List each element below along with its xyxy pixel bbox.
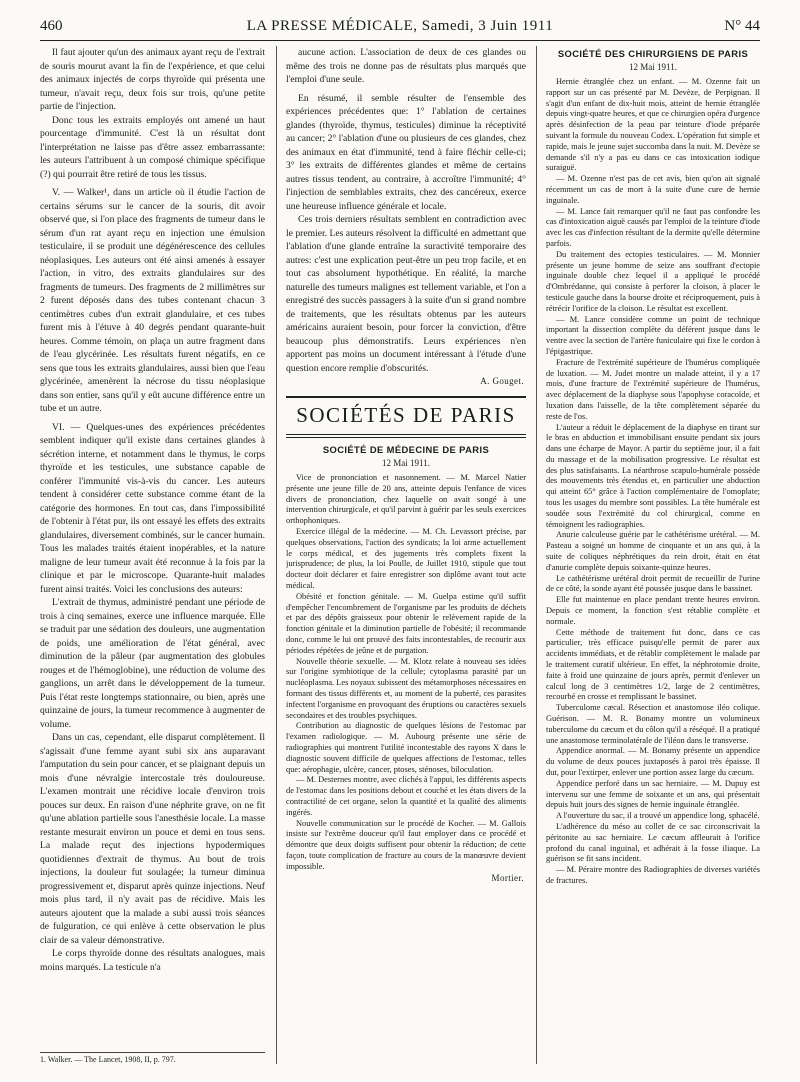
- society-heading: SOCIÉTÉ DES CHIRURGIENS DE PARIS: [557, 48, 749, 59]
- column-left: [40, 46, 265, 1070]
- report-item: — M. Ozenne n'est pas de cet avis, bien qu'on ait signalé récemment un cas de mort à la suite d'une cure de hernie inguinale.: [546, 174, 760, 205]
- signature: Mortier.: [491, 873, 524, 884]
- report-item: — M. Péraire montre des Radiographies de diverses variétés de fractures.: [546, 865, 760, 885]
- footnote: 1. Walker. — The Lancet, 1908, II, p. 797.: [40, 1052, 265, 1064]
- report-item: Fracture de l'extrémité supérieure de l'humérus compliquée de luxation. — M. Judet montre un malade atteint, il y a 17 mois, d'une fracture de l'extrémité supérieure de l'humérus, avec déplacement de la diaphyse sous l'apophyse coracoïde, et luxation dans l'aisselle, de la tête complètement séparée du reste de l'os.: [546, 357, 760, 421]
- issue-number: N° 44: [724, 18, 760, 34]
- report-item: Appendice perforé dans un sac herniaire. — M. Dupuy est intervenu sur une femme de soixante et un ans, qui présentait depuis huit jours des signes de hernie inguinale étranglée.: [546, 778, 760, 810]
- paragraph: Il faut ajouter qu'un des animaux ayant reçu de l'extrait de souris mourut avant la fin de l'expérience, et que celui des animaux injectés de corps thyroïde qui présenta une tumeur, n'avait reçu, deux fois sur trois, qu'une petite partie de l'injection.: [40, 47, 265, 112]
- paragraph: Le corps thyroïde donne des résultats analogues, mais moins marqués. La testicule n'a: [40, 948, 265, 973]
- report-item: Hernie étranglée chez un enfant. — M. Ozenne fait un rapport sur un cas présenté par M. Devèze, de Perpignan. Il s'agit d'un enfant de dix-huit mois, atteint de hernie étranglée depuis vingt-quatre heures, et que ce chirurgien opéra d'urgence après désinfection de la peau par teinture d'iode préparée suivant la formule du nouveau Codex. L'opération fut simple et rapide, mais le jeune sujet succomba dans la nuit. M. Devèze se demande s'il n'y a pas eu dans ce cas intoxication iodique suraiguë.: [546, 77, 760, 173]
- paragraph: Dans un cas, cependant, elle disparut complètement. Il s'agissait d'une femme ayant subi six ans auparavant l'amputation du sein pour cancer, et se plaignant depuis un mois d'une névralgie intercostale très douloureuse. L'examen montrait une récidive locale d'environ trois pouces sur deux. En raison d'une néphrite grave, on ne fit qu'une ablation partielle sous l'anesthésie locale. La masse restante mesurait environ un pouce et demi en tous sens. La malade reçut des injections hypodermiques quotidiennes d'extrait de thymus. Au bout de trois injections, la douleur fut soulagée; la tumeur diminua progressivement et, disparut après quinze injections. Neuf mois plus tard, il n'y avait pas de récidive. Mais les auteurs ajoutent que la malade a subi aussi trois séances de fulguration, ce qui enlève à cette observation le plus clair de sa valeur démonstrative.: [40, 732, 265, 946]
- paragraph: L'extrait de thymus, administré pendant une période de trois à cinq semaines, exerce une influence marquée. Elle se traduit par une sédation des douleurs, une augmentation de poids, une amélioration de l'état général, avec diminution de la pâleur (par augmentation des globules rouges et de l'hémoglobine), une réduction de volume des ganglions, un arrêt dans le développement de la tumeur. Puis l'état reste longtemps stationnaire, ou bien, après une quinzaine de jours, la tumeur recommence à augmenter de volume.: [40, 597, 265, 730]
- journal-title: LA PRESSE MÉDICALE, Samedi, 3 Juin 1911: [246, 18, 554, 34]
- section-title: SOCIÉTÉS DE PARIS: [286, 396, 526, 435]
- signature: A. Gouget.: [480, 376, 524, 386]
- paragraph: Ces trois derniers résultats semblent en contradiction avec le premier. Les auteurs résolvent la difficulté en admettant que l'ablation d'une glande entraîne la suractivité temporaire des autres: c'est une explication peut-être un peu trop facile, et en tout cas absolument hypothétique. En réalité, la marche naturelle des tumeurs malignes est tellement variable, et l'on a enregistré des succès passagers à la suite d'un si grand nombre de traitements, que les résultats obtenus par les auteurs américains auraient besoin, pour forcer la conviction, d'être beaucoup plus démonstratifs. Leurs expériences n'en apportent pas moins un document intéressant à l'étude d'une question encore remplie d'obscurités.: [286, 214, 526, 374]
- report-item: L'adhérence du méso au collet de ce sac circonscrivait la péritonite au sac herniaire. Le cæcum affleurait à l'orifice profond du canal inguinal, et adhérait à la fosse iliaque. La guérison se fit sans incident.: [546, 821, 760, 864]
- report-item: Le cathétérisme urétéral droit permit de recueillir de l'urine de ce côté, la sonde ayant été poussée jusque dans le bassinet.: [546, 573, 760, 594]
- page-header: [40, 14, 760, 41]
- report-item: Anurie calculeuse guérie par le cathétérisme urétéral. — M. Pasteau a soigné un homme de cinquante et un ans qui, à la suite de coliques néphrétiques du rein droit, était en état d'anurie complète depuis soixante-quinze heures.: [546, 530, 760, 572]
- column-middle: [286, 46, 526, 1070]
- report-item: Nouvelle théorie sexuelle. — M. Klotz relate à nouveau ses idées sur l'origine symbiotique de la cellule; cytoplasma parasité par un nucléoplasma. Les noyaux subissent des métamorphoses nécessaires en formant des tissus différents et, au moment de la puberté, ces parasites infectent l'organisme en provoquant des éruptions ou caractères sexuels secondaires et des troubles psychiques.: [286, 656, 526, 720]
- report-item: — M. Desternes montre, avec clichés à l'appui, les différents aspects de l'estomac dans les positions debout et couché et les états divers de la contractilité de cet organe, selon la quantité et la qualité des aliments ingérés.: [286, 775, 526, 817]
- meeting-date: 12 Mai 1911.: [629, 62, 677, 72]
- report-item: Tuberculome cæcal. Résection et anastomose iléo colique. Guérison. — M. R. Bonamy montre un volumineux tuberculome du cæcum et du côlon qu'il a réséqué. Il a pratiqué une anastomose terminolatérale de l'iléon dans le transverse.: [546, 703, 760, 745]
- report-item: Appendice anormal. — M. Bonamy présente un appendice du volume de deux pouces juxtaposés à paroi très épaisse. Il dut, pour l'extirper, enlever une portion assez large du cæcum.: [546, 746, 760, 777]
- report-item: Exercice illégal de la médecine. — M. Ch. Levassort précise, par quelques observations, l'action des syndicats; la loi arme actuellement le corps médical, et des jugements très complets fixent la jurisprudence; de plus, la loi Poulle, de Juillet 1910, stipule que tout docteur doit déclarer et faire enregistrer son diplôme avant tout acte médical.: [286, 526, 526, 590]
- paragraph: V. — Walker¹, dans un article où il étudie l'action de certains sérums sur le cancer de la souris, dit avoir observé que, si l'on place des fragments de tumeur dans le sérum d'un rat ayant reçu en injection une émulsion testiculaire, il se produit une dégénérescence des cellules néoplasiques. Les auteurs ont été ainsi amenés à essayer l'action, in vitro, des extraits glandulaires sur des fragments de tumeurs. Des fragments de 2 millimètres sur 2 furent déposés dans des tubes contenant chacun 3 centimètres cubes d'un extrait glandulaire, et ces tubes furent mis à l'étuve à 40 degrés pendant quarante-huit heures. Comme témoin, on plaça un autre fragment dans de l'eau glycérinée. Les résultats furent négatifs, en ce sens que tous les extraits glandulaires, aussi bien que l'eau glycérinée, amenèrent la nécrose du tissu néoplasique dans son entier, sans qu'il y eût aucune différence entre un tube et un autre.: [40, 187, 265, 414]
- report-item: L'auteur a réduit le déplacement de la diaphyse en tirant sur le bras en abduction et immobilisant ensuite pendant six jours dans une écharpe de Mayor. A partir du septième jour, il a fait du massage et de la mobilisation progressive. Le résultat est des plus satisfaisants. La néarthrose scapulo-humérale possède des mouvements très étendus et, en particulier une abduction qui atteint 65° grâce à l'action complémentaire de l'omoplate; tous les usages du membre sont possibles. La tête humérale est soudée sous l'extrémité du col chirurgical, comme en témoignent les radiographies.: [546, 422, 760, 529]
- column-divider: [276, 46, 277, 1064]
- report-item: Vice de prononciation et nasonnement. — M. Marcel Natier présente une jeune fille de 20 ans, atteinte depuis l'enfance de vices divers de prononciation, chez laquelle on avait songé à une intervention chirurgicale, et qu'il parvint à guérir par les seuls exercices orthophoniques.: [286, 473, 526, 526]
- society-heading: SOCIÉTÉ DE MÉDECINE DE PARIS: [322, 444, 490, 455]
- meeting-date: 12 Mai 1911.: [382, 458, 430, 468]
- report-item: Nouvelle communication sur le procédé de Kocher. — M. Gallois insiste sur l'extrême douceur qu'il faut employer dans ce procédé et démontre que deux doigts suffisent pour obtenir la réduction; de cette façon, toute complication de fracture au cours de la manœuvre devient impossible.: [286, 818, 526, 871]
- report-item: Elle fut maintenue en place pendant trente heures environ. Depuis ce moment, la fonction s'est rétablie complète et normale.: [546, 595, 760, 626]
- report-item: Cette méthode de traitement fut donc, dans ce cas particulier, très efficace puisqu'elle permit de parer aux accidents immédiats, et de rétablir complètement le malade par le traitement curatif ultérieur. En effet, la néphrotomie droite, faite à froid une quinzaine de jours après, permit d'enlever un calcul long de 3 centimètres 1/2, large de 2 centimètres, recourbé en crosse et remplissant le bassinet.: [546, 627, 760, 702]
- column-divider: [536, 46, 537, 1064]
- column-right: [546, 46, 760, 1070]
- paragraph: Donc tous les extraits employés ont amené un haut pourcentage d'immunité. C'est là un résultat dont l'interprétation ne laisse pas d'être assez embarrassante: les auteurs l'attribuent à un composé chimique spécifique (?) qui pourrait être retiré de tous les tissus.: [40, 114, 265, 180]
- report-item: — M. Lance fait remarquer qu'il ne faut pas confondre les cas d'intoxication aiguë causés par l'emploi de la teinture d'iode avec les cas d'infection résultant de la dermite qu'elle détermine parfois.: [546, 206, 760, 248]
- report-item: Du traitement des ectopies testiculaires. — M. Monnier présente un jeune homme de seize ans souffrant d'ectopie inguinale double chez lequel il a appliqué le procédé d'Ombrédanne, qui consiste à perforer la cloison, à placer le testicule gauche dans la bourse droite et réciproquement, puis à rétrécir l'orifice de la cloison. Le résultat est excellent.: [546, 249, 760, 313]
- paragraph: En résumé, il semble résulter de l'ensemble des expériences précédentes que: 1° l'ablation de certaines glandes (thyroïde, thymus, testicules) diminue la réceptivité au cancer; 2° l'ablation d'une ou plusieurs de ces glandes, chez des animaux en état d'immunité, tend à faire fléchir celle-ci; 3° les extraits de différentes glandes et même de certains autres tissus tendent, au contraire, à accroître l'immunité; 4° l'injection de semblables extraits, chez des cancéreux, exerce une heureuse influence générale et locale.: [286, 92, 526, 212]
- report-item: — M. Lance considère comme un point de technique important la dissection complète du déférent jusque dans le ventre avec la section de l'artère funiculaire qui fixe le cordon à l'épigastrique.: [546, 314, 760, 356]
- section-rule: [286, 435, 526, 438]
- report-item: Contribution au diagnostic de quelques lésions de l'estomac par l'examen radiologique. — M. Aubourg présente une série de radiographies qui montrent l'utilité incontestable des rayons X dans le diagnostic souvent difficile de quelques affections de l'estomac, telles que: aérophagie, ulcère, cancer, ptoses, sténoses, biloculation.: [286, 721, 526, 774]
- paragraph: VI. — Quelques-unes des expériences précédentes semblent indiquer qu'il existe dans certaines glandes à sécrétion interne, et notamment dans le thymus, le corps thyroïde et les testicules, une substance capable de conférer l'immunité vis-à-vis du cancer. Les auteurs tendent à considérer cette substance comme étant de la catégorie des hormones. En tout cas, dans l'impossibilité de l'obtenir à l'état pur, ils ont essayé les effets des extraits glandulaires, diversement combinés, sur le cancer humain. Tous les malades traités étaient inopérables, et la nature maligne de leur tumeur avait été reconnue à la fois par la clinique et par le microscope. Quarante-huit malades furent ainsi traités. Voici les conclusions des auteurs:: [40, 421, 265, 595]
- report-item: Obésité et fonction génitale. — M. Guelpa estime qu'il suffit d'empêcher l'encombrement de l'organisme par les produits de déchets et par des dépôts graisseux pour obtenir le relèvement rapide de la fonction génitale et la diminution partielle de l'obésité; il recommande donc, comme le lui ont prouvé des faits incontestables, de recourir aux périodes répétées de jeûne et de purgation.: [286, 591, 526, 655]
- paragraph: aucune action. L'association de deux de ces glandes ou même des trois ne donne pas de résultats plus marqués que l'emploi d'une seule.: [286, 47, 526, 85]
- report-item: A l'ouverture du sac, il a trouvé un appendice long, sphacélé.: [556, 811, 760, 821]
- page-number: 460: [40, 18, 63, 34]
